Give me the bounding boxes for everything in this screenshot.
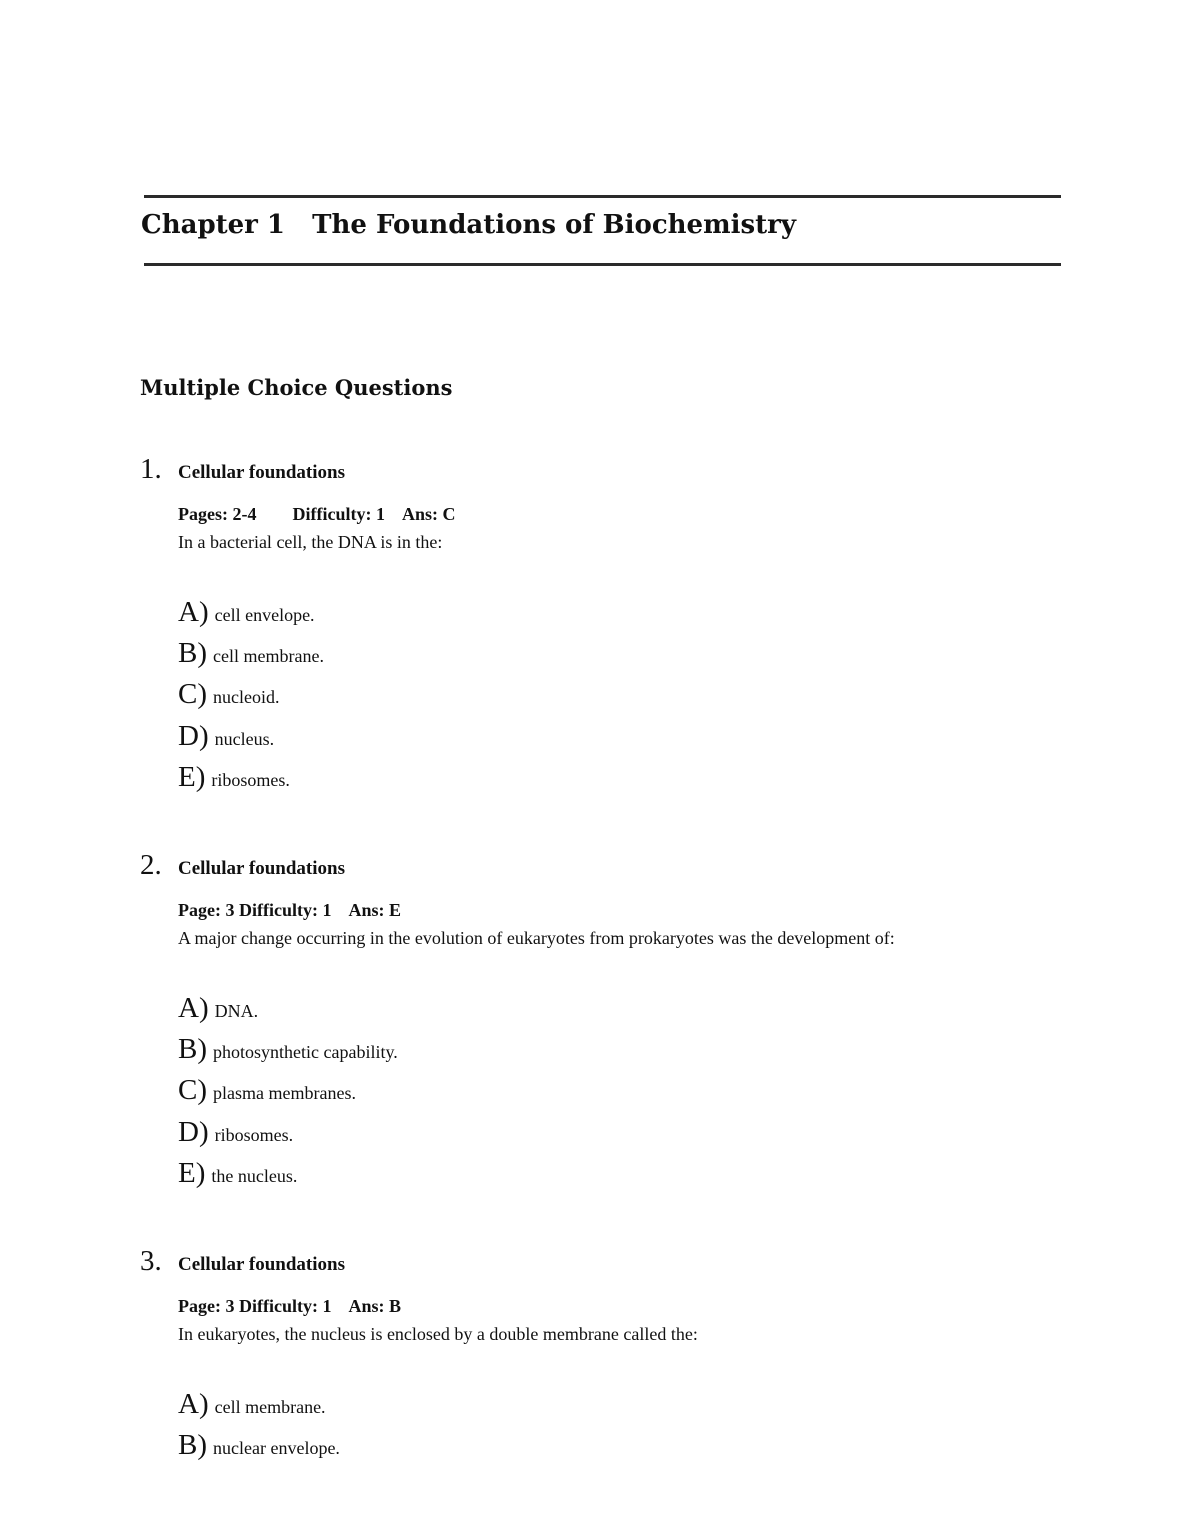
choice-text: nucleus. <box>214 728 275 749</box>
question-topic: Cellular foundations <box>178 462 345 483</box>
choice-text: cell envelope. <box>214 605 315 625</box>
choice-text: ribosomes. <box>211 769 290 790</box>
choice-letter: B) <box>178 637 207 670</box>
choice-a <box>178 596 324 637</box>
choice-letter: D) <box>178 1115 209 1148</box>
choice-letter: C) <box>178 678 207 711</box>
choice-letter: A) <box>178 992 209 1024</box>
question-header <box>140 453 1070 500</box>
question-header <box>140 1245 1070 1292</box>
question-number: 1. <box>140 453 162 485</box>
choice-b <box>178 1429 340 1470</box>
choice-text: cell membrane. <box>213 646 324 667</box>
choice-d <box>178 720 324 761</box>
question-text: In a bacterial cell, the DNA is in the: <box>178 532 443 552</box>
choice-e <box>178 1157 398 1198</box>
choice-text: nuclear envelope. <box>213 1438 340 1459</box>
question-meta: Page: 3 Difficulty: 1 Ans: B <box>178 1296 401 1316</box>
chapter-title: Chapter 1 The Foundations of Biochemistry <box>141 210 796 240</box>
choice-c <box>178 1074 398 1115</box>
choice-letter: C) <box>178 1074 207 1107</box>
choice-letter: B) <box>178 1033 207 1066</box>
chapter-bottom-rule <box>144 263 1061 266</box>
choice-a <box>178 992 398 1033</box>
question-number: 3. <box>140 1245 162 1277</box>
choice-a <box>178 1388 340 1429</box>
choice-d <box>178 1116 398 1157</box>
choice-letter: B) <box>178 1429 207 1462</box>
question-meta: Page: 3 Difficulty: 1 Ans: E <box>178 900 401 920</box>
choice-text: photosynthetic capability. <box>213 1042 398 1063</box>
question-text: In eukaryotes, the nucleus is enclosed by a double membrane called the: <box>178 1324 698 1344</box>
question-text: A major change occurring in the evolution of eukaryotes from prokaryotes was the development of: <box>178 928 895 948</box>
question-topic: Cellular foundations <box>178 858 345 879</box>
choice-e <box>178 761 324 802</box>
choice-list <box>178 1388 340 1470</box>
choice-letter: E) <box>178 760 206 793</box>
question-2 <box>140 849 1070 1189</box>
choice-text: the nucleus. <box>211 1165 298 1186</box>
choice-letter: A) <box>178 596 209 628</box>
choice-b <box>178 1033 398 1074</box>
question-topic: Cellular foundations <box>178 1254 345 1275</box>
question-number: 2. <box>140 849 162 881</box>
choice-text: ribosomes. <box>214 1124 294 1145</box>
choice-list <box>178 992 398 1198</box>
question-1 <box>140 453 1070 793</box>
choice-letter: E) <box>178 1156 206 1189</box>
question-header <box>140 849 1070 896</box>
choice-text: nucleoid. <box>213 687 280 708</box>
section-title: Multiple Choice Questions <box>140 375 453 400</box>
choice-c <box>178 678 324 719</box>
choice-b <box>178 637 324 678</box>
choice-letter: D) <box>178 719 209 752</box>
question-meta: Pages: 2-4 Difficulty: 1 Ans: C <box>178 504 456 524</box>
choice-letter: A) <box>178 1388 209 1420</box>
choice-list <box>178 596 324 802</box>
question-3 <box>140 1245 1070 1462</box>
choice-text: DNA. <box>214 1001 259 1021</box>
choice-text: cell membrane. <box>214 1397 326 1417</box>
choice-text: plasma membranes. <box>213 1083 356 1104</box>
chapter-top-rule <box>144 195 1061 198</box>
